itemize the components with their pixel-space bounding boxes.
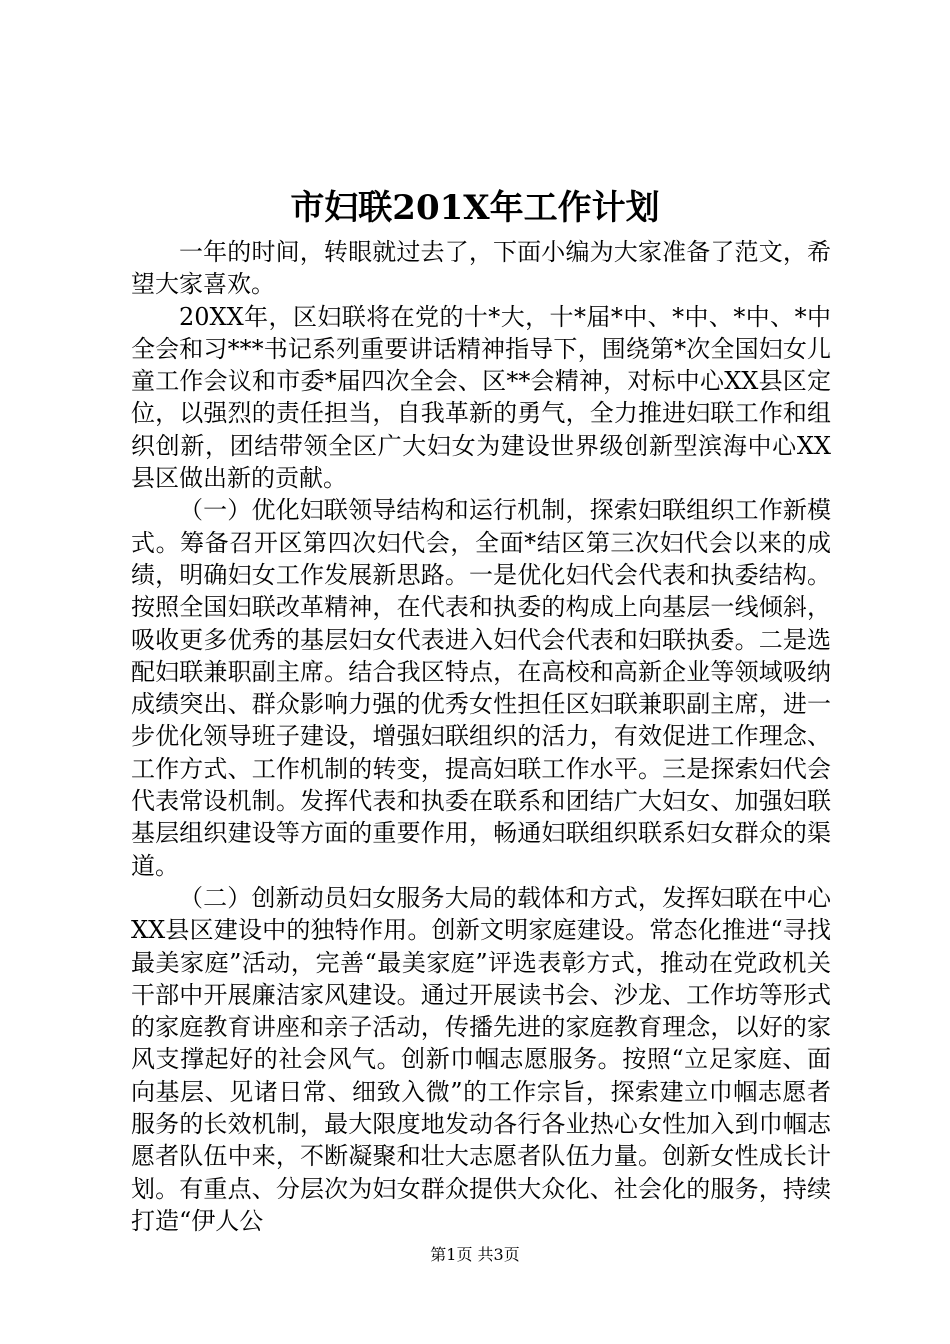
paragraph-section-one: （一）优化妇联领导结构和运行机制，探索妇联组织工作新模式。筹备召开区第四次妇代会，全面*结区第三次妇代会以来的成绩，明确妇女工作发展新思路。一是优化妇代会代表和执委结构。按照全国妇联改革精神，在代表和执委的构成上向基层一线倾斜，吸收更多优秀的基层妇女代表进入妇代会代表和妇联执委。二是选配妇联兼职副主席。结合我区特点，在高校和高新企业等领域吸纳成绩突出、群众影响力强的优秀女性担任区妇联兼职副主席，进一步优化领导班子建设，增强妇联组织的活力，有效促进工作理念、工作方式、工作机制的转变，提高妇联工作水平。三是探索妇代会代表常设机制。发挥代表和执委在联系和团结广大妇女、加强妇联基层组织建设等方面的重要作用，畅通妇联组织联系妇女群众的渠道。 (131, 496, 831, 880)
paragraph-section-two: （二）创新动员妇女服务大局的载体和方式，发挥妇联在中心XX县区建设中的独特作用。创新文明家庭建设。常态化推进“寻找最美家庭”活动，完善“最美家庭”评选表彰方式，推动在党政机关干部中开展廉洁家风建设。通过开展读书会、沙龙、工作坊等形式的家庭教育讲座和亲子活动，传播先进的家庭教育理念，以好的家风支撑起好的社会风气。创新巾帼志愿服务。按照“立足家庭、面向基层、见诸日常、细致入微”的工作宗旨，探索建立巾帼志愿者服务的长效机制，最大限度地发动各行各业热心女性加入到巾帼志愿者队伍中来，不断凝聚和壮大志愿者队伍力量。创新女性成长计划。有重点、分层次为妇女群众提供大众化、社会化的服务，持续打造“伊人公 (131, 883, 831, 1235)
paragraph-intro: 一年的时间，转眼就过去了，下面小编为大家准备了范文，希望大家喜欢。 (131, 238, 831, 299)
document-title: 市妇联201X年工作计划 (290, 188, 660, 228)
document-body (131, 236, 831, 1237)
page-number-footer: 第1页 共3页 (430, 1245, 520, 1264)
paragraph-overview: 20XX年，区妇联将在党的十*大，十*届*中、*中、*中、*中全会和习***书记系列重要讲话精神指导下，围绕第*次全国妇女儿童工作会议和市委*届四次全会、区**会精神，对标中心XX县区定位，以强烈的责任担当，自我革新的勇气，全力推进妇联工作和组织创新，团结带领全区广大妇女为建设世界级创新型滨海中心XX县区做出新的贡献。 (131, 302, 831, 493)
